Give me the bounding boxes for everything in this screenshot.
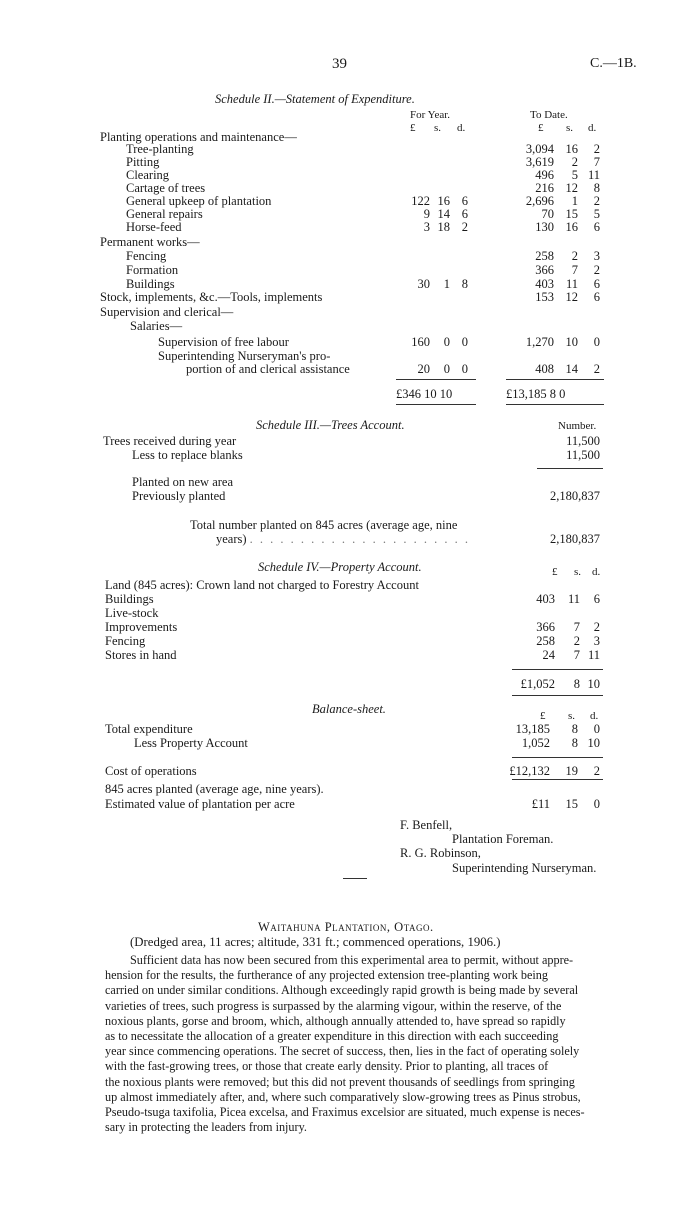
section-heading: Waitahuna Plantation, Otago. [258,920,434,934]
schedule-2-date-value: 11 [565,277,578,291]
schedule-2-year-value: 6 [461,207,468,221]
schedule-4-row-value: 6 [593,592,600,606]
schedule-2-date-value: 5 [571,168,578,182]
schedule-3-total-label: Total number planted on 845 acres (average age, nine [190,518,458,532]
column-to-date: To Date. [530,109,568,121]
schedule-2-date-value: 2 [593,263,600,277]
schedule-2-total-date: £13,185 8 0 [506,387,566,401]
schedule-2-date-value: 70 [541,207,554,221]
schedule-3-total: 2,180,837 [550,532,600,546]
unit-pound: £ [540,710,546,722]
schedule-2-date-value: 153 [535,290,554,304]
schedule-4-row-value: 3 [593,634,600,648]
schedule-3-total-label-cont: years) . . . . . . . . . . . . . . . . . . . . . . [216,532,471,546]
divider [506,404,604,405]
schedule-2-row-label: Horse-feed [126,220,182,234]
unit-pence: d. [590,710,599,722]
document-reference: C.—1B. [590,56,637,71]
unit-shillings: s. [434,122,442,134]
balance-sheet-title: Balance-sheet. [312,702,386,716]
balance-less-property-value: 8 [571,736,578,750]
paragraph-line: the noxious plants were removed; but this did not prevent thousands of seedlings from springing [105,1074,575,1089]
schedule-2-date-value: 5 [593,207,600,221]
schedule-4-total-pounds: £1,052 [520,677,555,691]
schedule-2-row-label: Fencing [126,249,167,263]
balance-total-expenditure-label: Total expenditure [105,722,193,736]
schedule-2-date-value: 2 [593,362,600,376]
schedule-4-row-label: Improvements [105,620,178,634]
schedule-3-row-value: 11,500 [566,434,600,448]
schedule-4-row-value: 403 [536,592,555,606]
balance-total-expenditure-value: 0 [593,722,600,736]
schedule-2-date-value: 2 [571,249,578,263]
schedule-2-date-value: 0 [593,335,600,349]
schedule-4-total-shillings: 8 [573,677,580,691]
column-for-year: For Year. [410,109,451,121]
paragraph-line: sary in protecting the leaders from injury. [105,1120,307,1135]
unit-pound: £ [410,122,416,134]
balance-cost-of-operations-value: £12,132 [509,764,550,778]
schedule-3-row-label: Trees received during year [103,434,237,448]
paragraph-line: Pseudo-tsuga taxifolia, Picea excelsa, and Fraximus excelsior are situated, much expense is neces- [105,1105,585,1119]
divider [537,468,603,469]
paragraph-line: as to necessitate the allocation of a greater expenditure in this direction with each succeeding [105,1029,559,1043]
schedule-2-year-value: 2 [461,220,468,234]
balance-estimated-value-value: 0 [593,797,600,811]
paragraph-line: Sufficient data has now been secured from this experimental area to permit, without appre- [130,953,574,967]
schedule-2-date-value: 403 [535,277,554,291]
schedule-2-date-value: 258 [535,249,554,263]
schedule-2-row-label: General repairs [126,207,203,221]
schedule-2-year-value: 14 [437,207,450,221]
page-number: 39 [332,56,347,72]
schedule-3-row-value: 11,500 [566,448,600,462]
balance-cost-of-operations-value: 19 [565,764,578,778]
column-number: Number. [558,420,597,432]
schedule-2-year-value: 16 [437,194,450,208]
balance-less-property-value: 1,052 [521,736,550,750]
schedule-4-row-value: 366 [536,620,555,634]
section-divider [343,878,367,879]
schedule-3-title: Schedule III.—Trees Account. [256,418,405,432]
schedule-2-date-value: 1,270 [525,335,554,349]
signature-name-1: F. Benfell, [400,818,453,832]
schedule-4-total-pence: 10 [587,677,600,691]
acres-planted: 845 acres planted (average age, nine years). [105,782,324,796]
schedule-2-total-year: £346 10 10 [396,387,453,401]
schedule-2-date-value: 2 [571,155,578,169]
schedule-2-date-value: 2,696 [525,194,554,208]
balance-cost-of-operations-value: 2 [593,764,600,778]
signature-title-2: Superintending Nurseryman. [452,861,597,875]
schedule-2-row-label: Salaries— [130,319,183,333]
schedule-2-date-value: 7 [593,155,600,169]
schedule-2-year-value: 8 [461,277,468,291]
paragraph-line: noxious plants, gorse and broom, which, although annually attended to, have spread so rapidly [105,1013,566,1028]
balance-estimated-value-value: 15 [565,797,578,811]
schedule-4-row-value: 2 [593,620,600,634]
paragraph-line: up almost immediately after, and, where such comparatively slow-growing trees as Pinus strobus, [105,1089,581,1104]
balance-less-property-value: 10 [587,736,600,750]
schedule-2-row-label: Planting operations and maintenance— [100,130,297,144]
unit-pound: £ [538,122,544,134]
schedule-4-row-value: 7 [573,648,580,662]
unit-shillings: s. [568,710,576,722]
schedule-4-row-value: 7 [573,620,580,634]
schedule-2-date-value: 11 [587,168,600,182]
schedule-2-row-label: Tree-planting [126,142,194,156]
schedule-2-year-value: 0 [461,362,468,376]
schedule-2-row-label: Buildings [126,277,175,291]
paragraph-line: varieties of trees, such progress is surpassed by the alarming vigour, within the reserve, of the [105,998,562,1013]
paragraph-line: year since commencing operations. The secret of success, then, lies in the fact of operating solely [105,1044,580,1059]
paragraph-line: with the fast-growing trees, or those that create early density. Prior to planting, all traces of [105,1059,549,1074]
schedule-2-year-value: 18 [437,220,450,234]
schedule-2-row-label: portion of and clerical assistance [186,362,350,376]
schedule-2-year-value: 160 [411,335,430,349]
schedule-4-row-value: 11 [587,648,600,662]
schedule-2-row-label: Supervision of free labour [158,335,289,349]
balance-estimated-value-value: £11 [531,797,550,811]
schedule-3-row-label: Less to replace blanks [132,448,243,462]
schedule-2-year-value: 0 [443,362,450,376]
unit-pence: d. [457,122,466,134]
schedule-2-date-value: 130 [535,220,554,234]
schedule-2-date-value: 408 [535,362,554,376]
balance-total-expenditure-value: 13,185 [515,722,550,736]
schedule-2-date-value: 6 [593,290,600,304]
schedule-4-row-label: Fencing [105,634,146,648]
schedule-2-row-label: General upkeep of plantation [126,194,272,208]
schedule-2-year-value: 20 [417,362,430,376]
schedule-2-year-value: 9 [423,207,430,221]
schedule-3-row-label: Previously planted [132,489,226,503]
schedule-2-date-value: 496 [535,168,554,182]
schedule-2-row-label: Superintending Nurseryman's pro- [158,349,331,363]
schedule-2-year-value: 30 [417,277,430,291]
schedule-2-date-value: 15 [565,207,578,221]
schedule-4-row-label: Stores in hand [105,648,177,662]
schedule-2-date-value: 366 [535,263,554,277]
schedule-2-date-value: 2 [593,194,600,208]
schedule-4-row-label: Live-stock [105,606,159,620]
divider [512,757,603,758]
schedule-2-date-value: 6 [593,277,600,291]
divider [396,379,476,380]
paragraph-line: hension for the results, the furtherance of any projected extension tree-planting work being [105,968,548,983]
schedule-2-date-value: 10 [565,335,578,349]
schedule-2-date-value: 12 [565,290,578,304]
paragraph-line: carried on under similar conditions. Although exceedingly rapid growth is being made by several [105,983,579,998]
schedule-2-date-value: 216 [535,181,554,195]
schedule-4-row-label: Buildings [105,592,154,606]
schedule-2-date-value: 3 [593,249,600,263]
unit-shillings: s. [574,566,582,578]
schedule-2-row-label: Clearing [126,168,170,182]
balance-less-property-label: Less Property Account [134,736,248,750]
schedule-4-row-value: 258 [536,634,555,648]
schedule-2-title: Schedule II.—Statement of Expenditure. [215,92,415,106]
schedule-2-row-label: Formation [126,263,179,277]
schedule-2-row-label: Supervision and clerical— [100,305,234,319]
schedule-2-date-value: 14 [565,362,578,376]
balance-cost-of-operations-label: Cost of operations [105,764,197,778]
divider [512,669,603,670]
schedule-4-row-value: 24 [542,648,555,662]
balance-estimated-value-label: Estimated value of plantation per acre [105,797,295,811]
schedule-2-row-label: Cartage of trees [126,181,206,195]
schedule-2-date-value: 8 [593,181,600,195]
section-subheading: (Dredged area, 11 acres; altitude, 331 ft.; commenced operations, 1906.) [130,935,501,949]
schedule-4-row-value: 2 [573,634,580,648]
divider [396,404,476,405]
land-row: Land (845 acres): Crown land not charged to Forestry Account [105,578,419,592]
schedule-2-year-value: 0 [461,335,468,349]
schedule-2-year-value: 6 [461,194,468,208]
signature-title-1: Plantation Foreman. [452,832,554,846]
schedule-2-date-value: 12 [565,181,578,195]
unit-shillings: s. [566,122,574,134]
schedule-2-date-value: 7 [571,263,578,277]
schedule-2-date-value: 1 [571,194,578,208]
unit-pound: £ [552,566,558,578]
schedule-4-row-value: 11 [567,592,580,606]
schedule-2-date-value: 16 [565,220,578,234]
divider [512,779,603,780]
divider [506,379,604,380]
schedule-2-date-value: 6 [593,220,600,234]
signature-name-2: R. G. Robinson, [400,846,481,860]
schedule-2-year-value: 3 [423,220,430,234]
schedule-2-year-value: 122 [411,194,430,208]
schedule-4-title: Schedule IV.—Property Account. [258,560,422,574]
balance-total-expenditure-value: 8 [571,722,578,736]
schedule-3-row-value: 2,180,837 [550,489,600,503]
schedule-2-date-value: 2 [593,142,600,156]
schedule-2-row-label: Stock, implements, &c.—Tools, implements [100,290,323,304]
schedule-2-year-value: 1 [443,277,450,291]
schedule-2-date-value: 16 [565,142,578,156]
unit-pence: d. [592,566,601,578]
unit-pence: d. [588,122,597,134]
schedule-2-year-value: 0 [443,335,450,349]
schedule-2-row-label: Permanent works— [100,235,200,249]
schedule-2-date-value: 3,094 [525,142,554,156]
divider [512,695,603,696]
schedule-2-date-value: 3,619 [525,155,554,169]
schedule-3-row-label: Planted on new area [132,475,234,489]
schedule-2-row-label: Pitting [126,155,160,169]
